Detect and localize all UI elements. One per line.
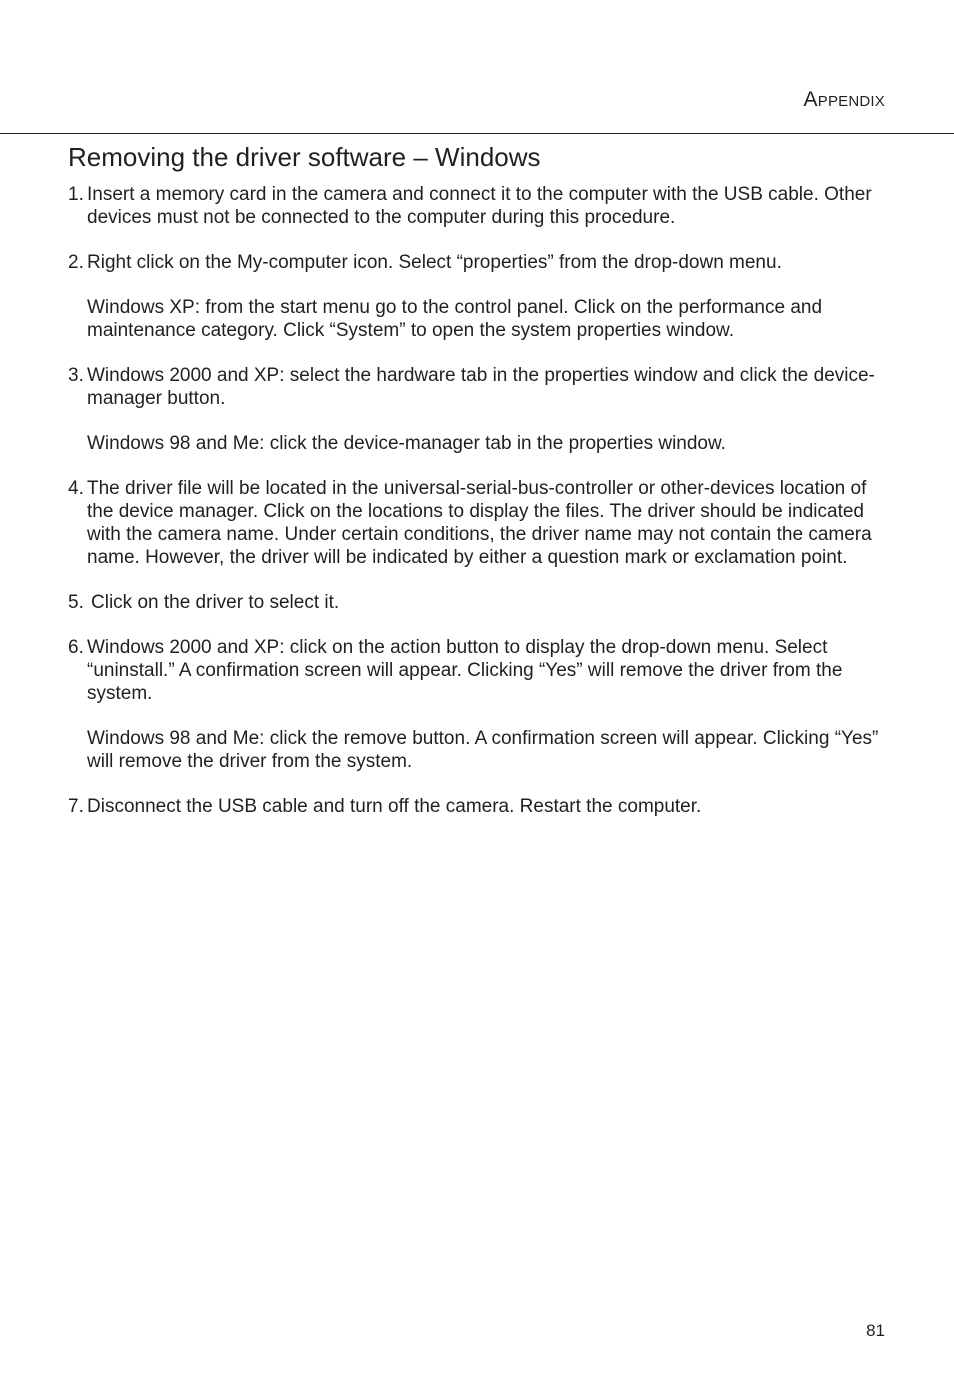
step-number: 6. (68, 637, 84, 659)
step-number: 4. (68, 478, 84, 500)
step-number: 2. (68, 251, 84, 273)
step-2 (68, 252, 886, 343)
step-text: Windows 98 and Me: click the remove button. A confirmation screen will appear. Clicking “Yes” will remove the driver from the system. (87, 727, 879, 772)
step-text: Windows 2000 and XP: select the hardware tab in the properties window and click the device-manager button. (87, 365, 875, 409)
step-4 (68, 478, 886, 569)
step-text: Disconnect the USB cable and turn off the camera. Restart the computer. (87, 795, 702, 817)
step-text: Windows 2000 and XP: click on the action button to display the drop-down menu. Select “uninstall.” A confirmation screen will appear. Clicking “Yes” will remove the driver from the system. (87, 637, 843, 704)
step-text: Right click on the My-computer icon. Select “properties” from the drop-down menu. (87, 251, 782, 273)
page-number: 81 (866, 1321, 885, 1340)
step-text: The driver file will be located in the universal-serial-bus-controller or other-devices location of the device manager. Click on the locations to display the files. The driver should be indicated with the camera name. Under certain conditions, the driver name may not contain the camera name. However, the driver will be indicated by either a question mark or exclamation point. (87, 478, 872, 568)
step-number: 7. (68, 795, 84, 817)
step-3 (68, 365, 886, 456)
step-5 (68, 592, 886, 615)
step-7 (68, 796, 886, 819)
page-title: Removing the driver software – Windows (68, 142, 541, 172)
step-text: Click on the driver to select it. (91, 591, 340, 613)
step-1 (68, 184, 886, 230)
section-header: Appendix (803, 88, 885, 111)
step-text: Windows XP: from the start menu go to the control panel. Click on the performance and maintenance category. Click “System” to open the system properties window. (87, 297, 823, 341)
step-6 (68, 637, 886, 773)
step-number: 3. (68, 365, 84, 387)
step-text: Insert a memory card in the camera and connect it to the computer with the USB cable. Other devices must not be connected to the computer during this procedure. (87, 184, 872, 228)
step-text: Windows 98 and Me: click the device-manager tab in the properties window. (87, 433, 726, 455)
step-number: 1. (68, 184, 84, 205)
step-number: 5. (68, 591, 84, 613)
instruction-list (68, 184, 886, 841)
header-divider (0, 133, 954, 134)
